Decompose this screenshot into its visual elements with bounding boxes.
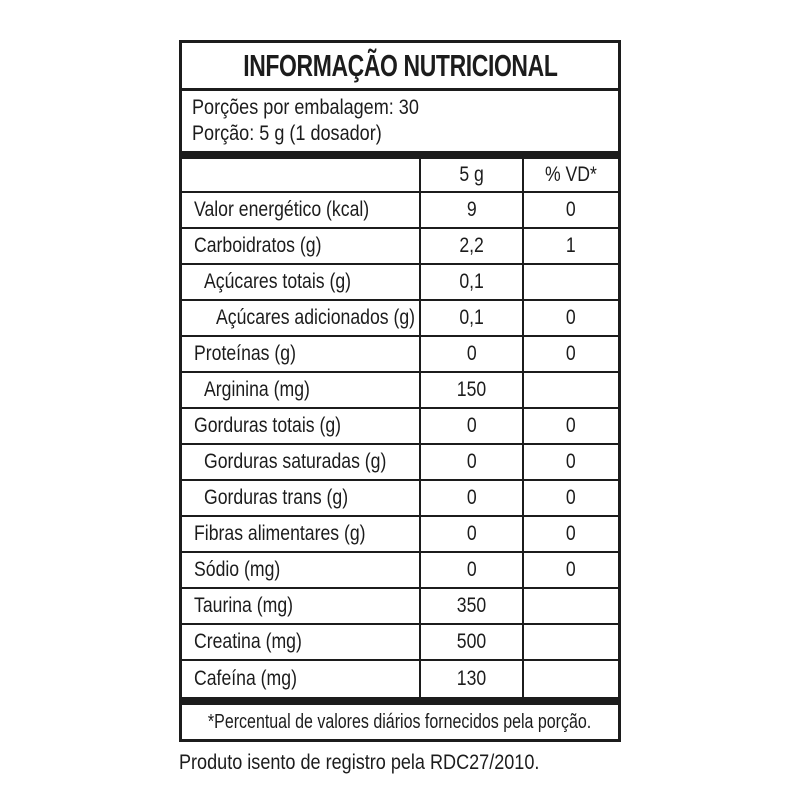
thick-divider-top [182,151,618,159]
nutrient-amount: 0 [419,445,522,479]
nutrient-row [182,301,618,337]
nutrient-label: Açúcares totais (g) [204,270,352,293]
nutrient-label: Gorduras saturadas (g) [204,450,387,473]
nutrient-label: Gorduras totais (g) [194,414,342,437]
nutrient-dv: 0 [522,517,618,551]
nutrient-label: Creatina (mg) [194,630,302,653]
nutrient-dv: 0 [522,409,618,443]
label-title: INFORMAÇÃO NUTRICIONAL [242,47,558,83]
table-header-row [182,159,618,193]
nutrition-label [179,40,621,742]
nutrient-row [182,445,618,481]
nutrient-label: Gorduras trans (g) [204,486,349,509]
header-daily-value: % VD* [522,159,618,191]
nutrient-row [182,265,618,301]
nutrient-row [182,481,618,517]
thick-divider-bottom [182,697,618,705]
header-empty-cell [182,159,419,191]
nutrient-dv: 0 [522,481,618,515]
nutrient-amount: 0 [419,481,522,515]
daily-value-footnote: *Percentual de valores diários fornecidos pela porção. [208,710,592,733]
nutrient-dv [522,625,618,659]
nutrient-row [182,373,618,409]
nutrient-row [182,553,618,589]
servings-per-package: Porções por embalagem: 30 [192,94,419,119]
nutrient-label: Arginina (mg) [204,378,310,401]
nutrient-row [182,517,618,553]
nutrient-amount: 0 [419,553,522,587]
nutrient-dv: 0 [522,193,618,227]
nutrient-dv: 0 [522,445,618,479]
nutrient-dv [522,589,618,623]
nutrient-amount: 0 [419,409,522,443]
nutrient-label: Fibras alimentares (g) [194,522,366,545]
nutrient-amount: 2,2 [419,229,522,263]
label-title-row [182,43,618,91]
nutrient-row [182,625,618,661]
nutrient-amount: 0,1 [419,301,522,335]
nutrient-amount: 0,1 [419,265,522,299]
nutrient-dv [522,265,618,299]
serving-info [182,91,618,151]
nutrient-dv: 0 [522,553,618,587]
nutrient-row [182,229,618,265]
nutrient-amount: 9 [419,193,522,227]
registration-note: Produto isento de registro pela RDC27/2010. [179,750,540,774]
nutrient-row [182,661,618,697]
nutrient-amount: 500 [419,625,522,659]
nutrient-dv [522,373,618,407]
footnote-row [182,705,618,739]
nutrient-label: Taurina (mg) [194,594,294,617]
nutrient-label: Sódio (mg) [194,558,281,581]
nutrient-dv: 1 [522,229,618,263]
nutrient-label: Carboidratos (g) [194,234,322,257]
nutrient-row [182,193,618,229]
nutrient-dv [522,661,618,697]
serving-size: Porção: 5 g (1 dosador) [192,121,382,145]
nutrient-label: Açúcares adicionados (g) [216,306,416,329]
nutrient-row [182,589,618,625]
header-amount: 5 g [419,159,522,191]
nutrient-dv: 0 [522,301,618,335]
nutrient-amount: 150 [419,373,522,407]
nutrient-row [182,409,618,445]
nutrient-label: Proteínas (g) [194,342,296,365]
nutrient-amount: 350 [419,589,522,623]
nutrient-label: Valor energético (kcal) [194,198,370,221]
nutrient-amount: 0 [419,337,522,371]
nutrient-amount: 130 [419,661,522,697]
nutrient-row [182,337,618,373]
nutrient-label: Cafeína (mg) [194,667,297,690]
nutrient-amount: 0 [419,517,522,551]
nutrient-dv: 0 [522,337,618,371]
